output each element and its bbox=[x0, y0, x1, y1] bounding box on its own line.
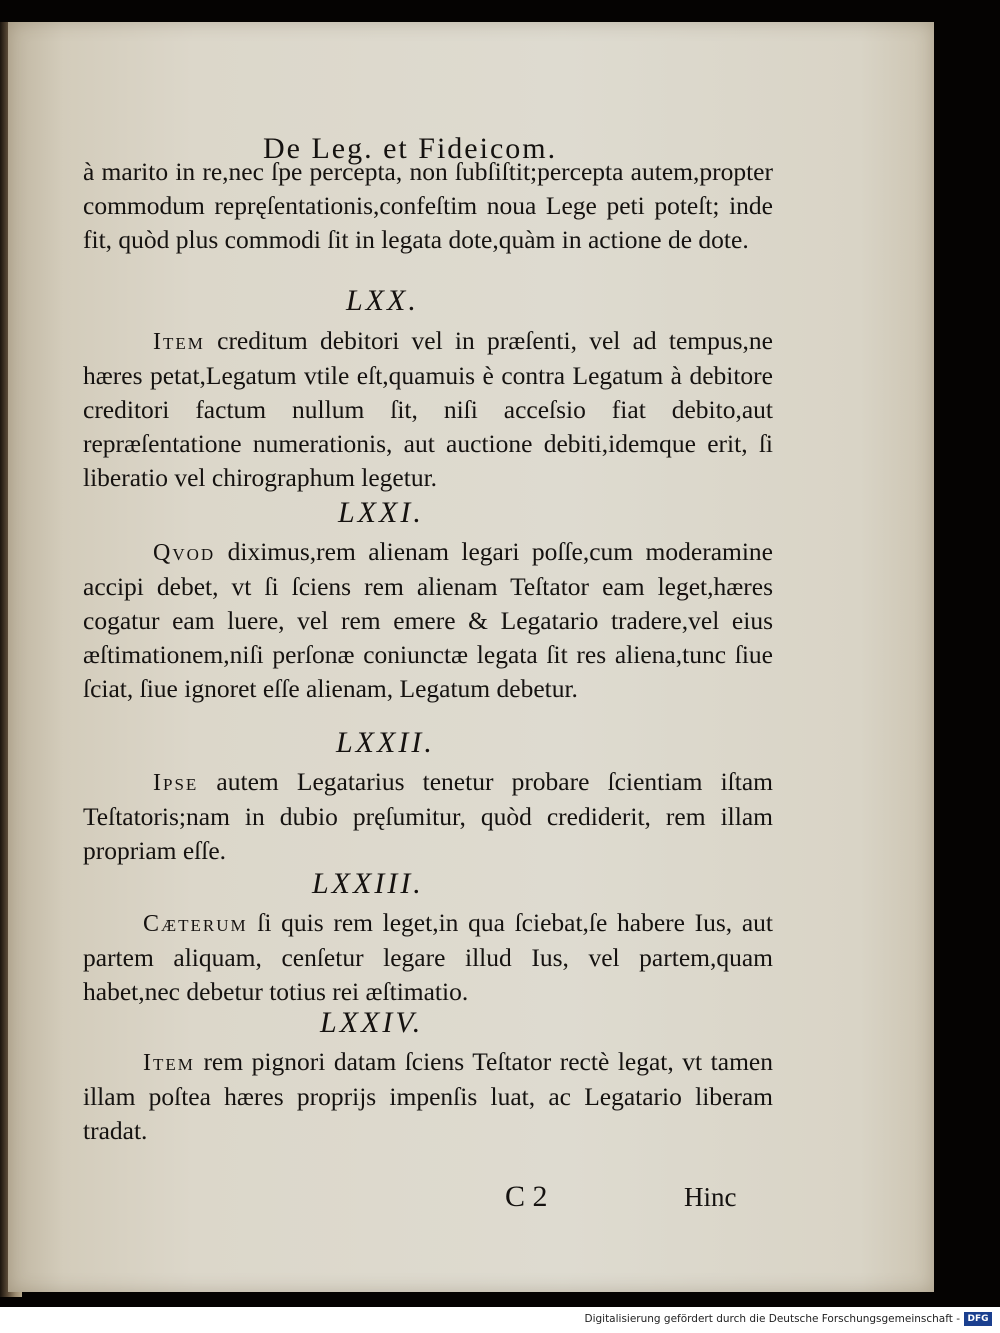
signature-mark: C 2 bbox=[505, 1180, 548, 1213]
section-numeral: LXX. bbox=[346, 284, 419, 317]
section-initial: Item bbox=[153, 329, 205, 355]
digitization-credit: Digitalisierung gefördert durch die Deutsche Forschungsgemeinschaft - bbox=[584, 1313, 960, 1325]
section-paragraph bbox=[83, 324, 773, 495]
section-paragraph bbox=[83, 535, 773, 706]
section-paragraph bbox=[83, 906, 773, 1009]
section-numeral: LXXI. bbox=[338, 496, 424, 529]
top-paragraph-block bbox=[83, 155, 773, 257]
section-initial: Item bbox=[143, 1050, 195, 1076]
running-header: De Leg. et Fideicom. bbox=[263, 132, 558, 165]
section-numeral: LXXIV. bbox=[320, 1006, 424, 1039]
section-text: autem Legatarius tenetur probare ſcientiam iſtam Teſtatoris;nam in dubio pręſumitur, quòd crediderit, rem illam propriam eſſe. bbox=[83, 767, 773, 865]
section-paragraph bbox=[83, 765, 773, 868]
section-initial: Qvod bbox=[153, 540, 216, 566]
section-text: creditum debitori vel in præſenti, vel ad tempus,ne hæres petat,Legatum vtile eſt,quamuis è contra Legatum à debitore creditori factum nullum ſit, niſi acceſsio fiat debito,aut repræſentatione numerationis, aut auctione debiti,idemque erit, ſi liberatio vel chirographum legetur. bbox=[83, 326, 773, 492]
section-initial: Cæterum bbox=[143, 911, 248, 937]
section-numeral: LXXII. bbox=[336, 726, 435, 759]
section-text: diximus,rem alienam legari poſſe,cum moderamine accipi debet, vt ſi ſciens rem alienam Teſtator eam leget,hæres cogatur eam luere, vel rem emere & Legatario tradere,vel eius æſtimationem,niſi perſonæ coniunctæ legata ſit res aliena,tunc ſiue ſciat, ſiue ignoret eſſe alienam, Legatum debetur. bbox=[83, 537, 773, 703]
section-initial: Ipse bbox=[153, 770, 199, 796]
dfg-logo-icon: DFG bbox=[964, 1312, 992, 1326]
catchword: Hinc bbox=[684, 1182, 737, 1212]
section-text: rem pignori datam ſciens Teſtator rectè legat, vt tamen illam poſtea hæres proprijs impenſis luat, ac Legatario liberam tradat. bbox=[83, 1047, 773, 1145]
top-paragraph: à marito in re,nec ſpe percepta, non ſubſiſtit;percepta autem,propter commodum repręſentationis,confeſtim noua Lege peti poteſt; inde fit, quòd plus commodi ſit in legata dote,quàm in actione de dote. bbox=[83, 157, 773, 254]
section-paragraph bbox=[83, 1045, 773, 1148]
section-numeral: LXXIII. bbox=[312, 867, 424, 900]
book-page bbox=[8, 22, 934, 1292]
section-text: ſi quis rem leget,in qua ſciebat,ſe habere Ius, aut partem aliquam, cenſetur legare illud Ius, vel partem,quam habet,nec debetur totius rei æſtimatio. bbox=[83, 908, 773, 1006]
